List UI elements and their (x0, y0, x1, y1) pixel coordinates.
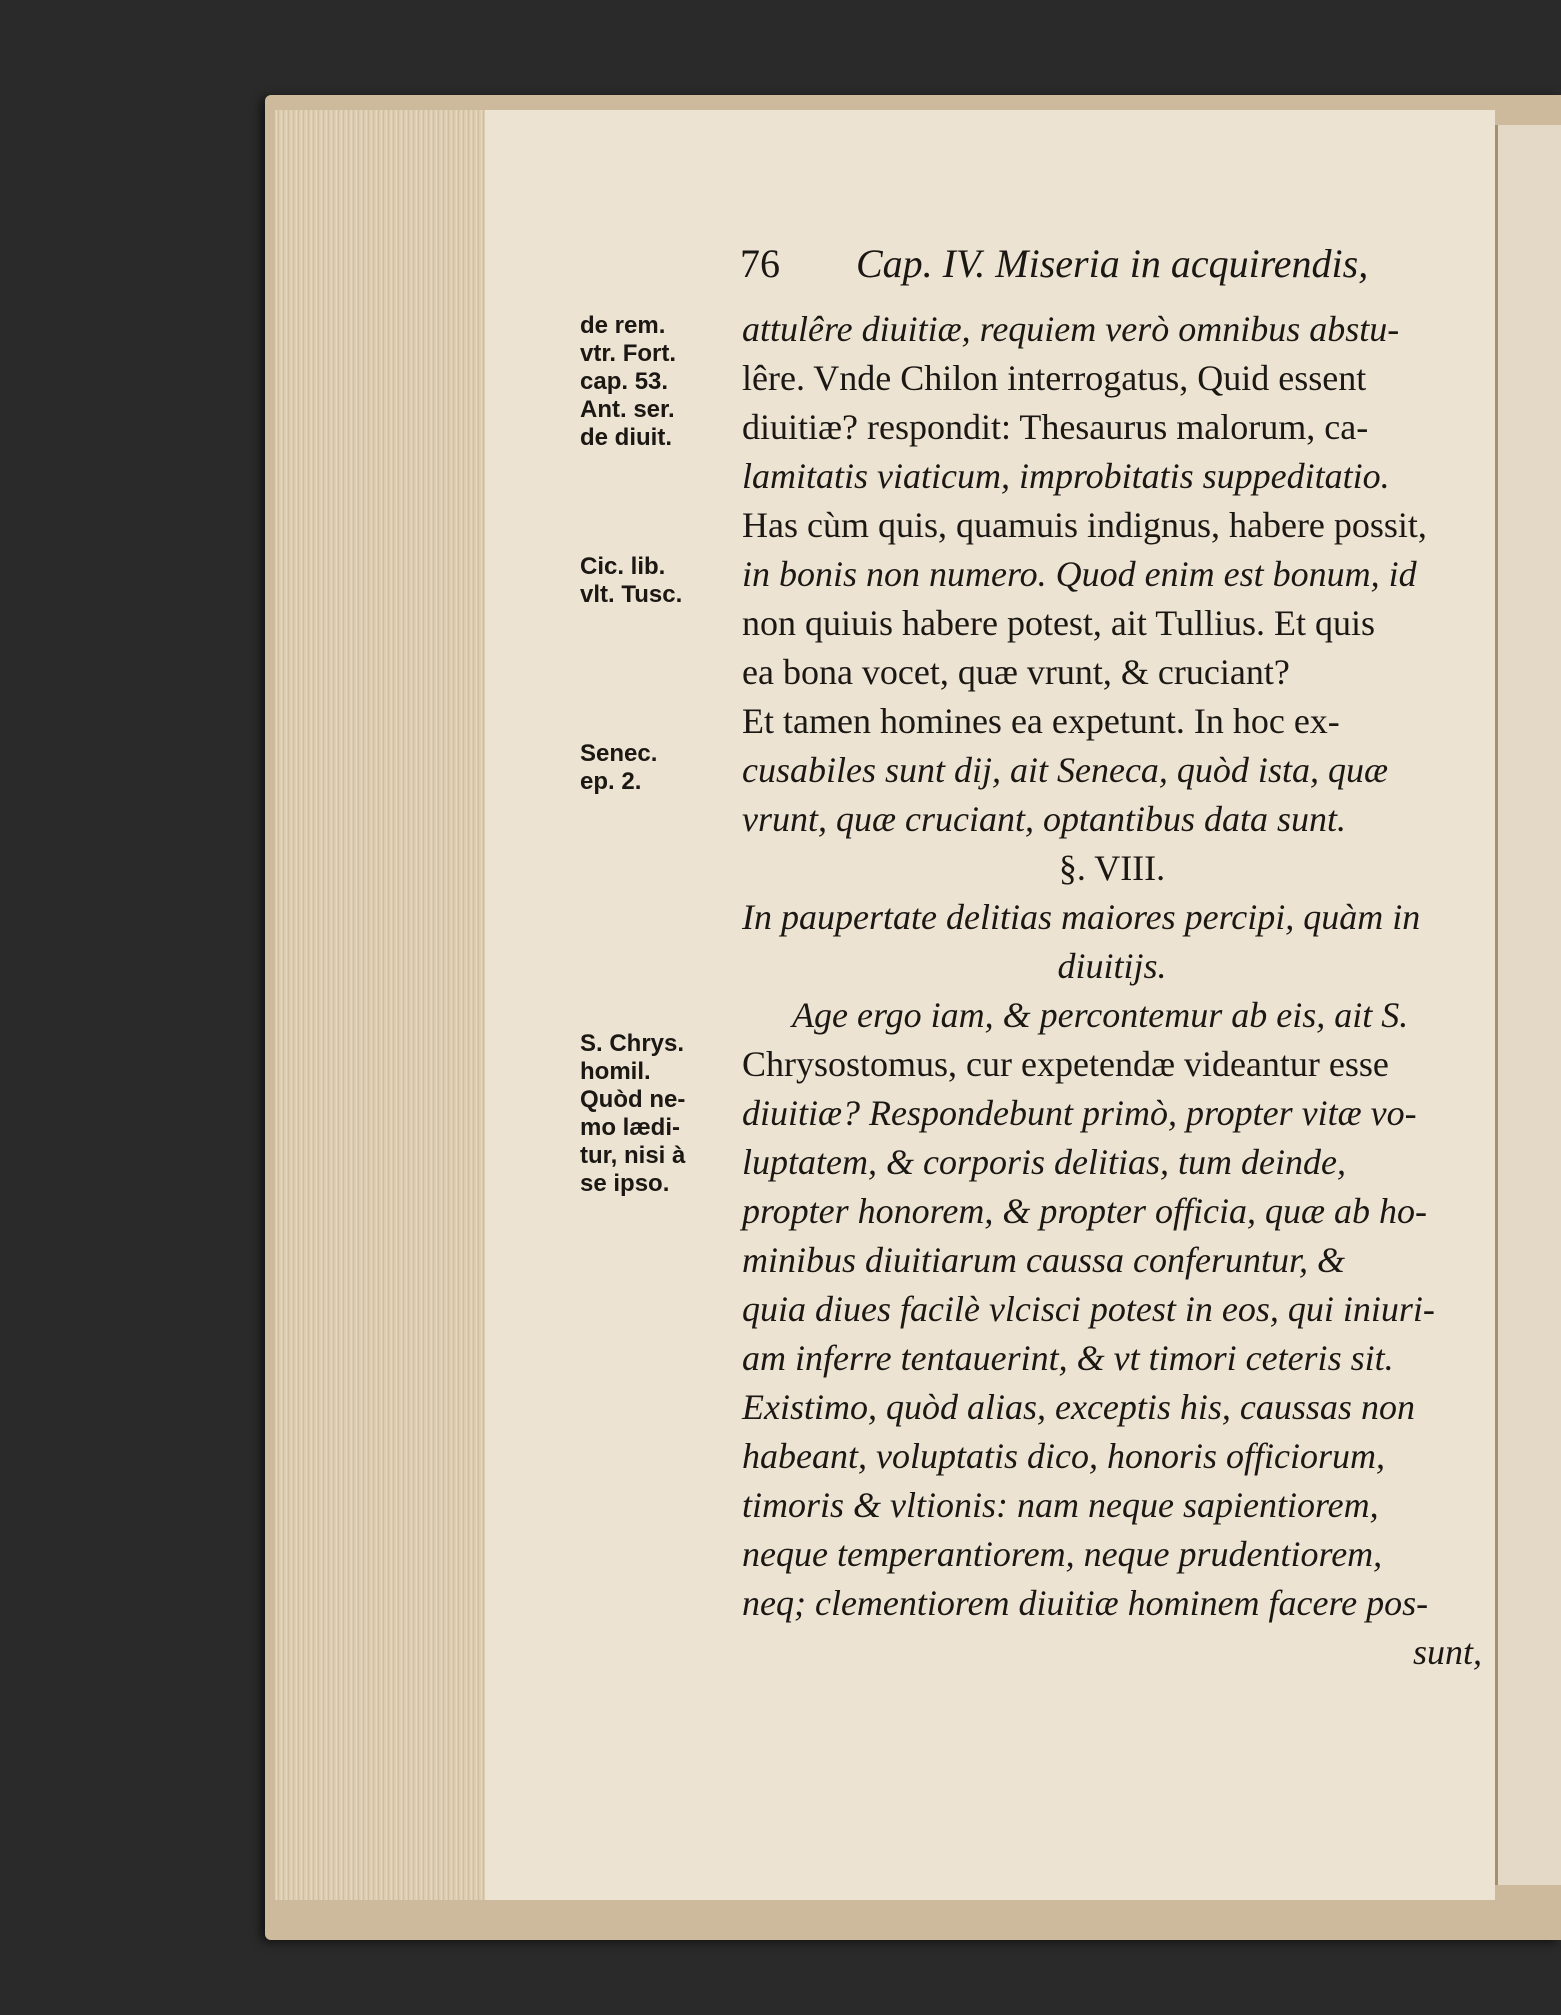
margin-line: mo lædi- (580, 1114, 680, 1141)
text-line: diuitiæ? respondit: Thesaurus malorum, ca- (742, 407, 1369, 447)
section-number: §. VIII. (1058, 848, 1166, 888)
margin-line: vtr. Fort. (580, 340, 677, 367)
section-title: diuitijs. (1057, 946, 1167, 986)
margin-line: Cic. lib. (580, 553, 666, 580)
text-line: Chrysostomus, cur expetendæ videantur esse (742, 1044, 1389, 1084)
text-line: timoris & vltionis: nam neque sapientiorem, (742, 1485, 1379, 1525)
margin-line: tur, nisi à (580, 1142, 686, 1169)
margin-line: ep. 2. (580, 768, 642, 795)
text-line: in bonis non numero. Quod enim est bonum, id (742, 554, 1417, 594)
facing-page-edge (1495, 125, 1561, 1885)
main-text (742, 305, 1482, 1677)
section-title: In paupertate delitias maiores percipi, quàm in (742, 897, 1421, 937)
running-header (740, 240, 1368, 287)
margin-line: Quòd ne- (580, 1086, 686, 1113)
margin-line: cap. 53. (580, 368, 669, 395)
text-line: ea bona vocet, quæ vrunt, & cruciant? (742, 652, 1290, 692)
text-line: vrunt, quæ cruciant, optantibus data sunt. (742, 799, 1347, 839)
margin-line: de rem. (580, 312, 666, 339)
text-line: diuitiæ? Respondebunt primò, propter vitæ vo- (742, 1093, 1417, 1133)
text-line: minibus diuitiarum caussa conferuntur, & (742, 1240, 1346, 1280)
text-line: lêre. Vnde Chilon interrogatus, Quid essent (742, 358, 1367, 398)
text-line: attulêre diuitiæ, requiem verò omnibus abstu- (742, 309, 1400, 349)
margin-line: de diuit. (580, 424, 672, 451)
margin-line: vlt. Tusc. (580, 581, 683, 608)
text-line: neq; clementiorem diuitiæ hominem facere pos- (742, 1583, 1429, 1623)
text-line: Has cùm quis, quamuis indignus, habere possit, (742, 505, 1427, 545)
margin-note (580, 553, 740, 609)
page-edges (275, 110, 487, 1900)
margin-note (580, 1030, 740, 1198)
margin-line: S. Chrys. (580, 1030, 685, 1057)
margin-line: Ant. ser. (580, 396, 675, 423)
margin-line: se ipso. (580, 1170, 670, 1197)
text-line: Age ergo iam, & percontemur ab eis, ait S. (792, 995, 1409, 1035)
text-line: cusabiles sunt dij, ait Seneca, quòd ista, quæ (742, 750, 1388, 790)
text-line: quia diues facilè vlcisci potest in eos, qui iniuri- (742, 1289, 1435, 1329)
text-line: Et tamen homines ea expetunt. In hoc ex- (742, 701, 1340, 741)
catchword: sunt, (1412, 1632, 1482, 1672)
margin-line: Senec. (580, 740, 658, 767)
text-line: habeant, voluptatis dico, honoris officiorum, (742, 1436, 1385, 1476)
text-line: neque temperantiorem, neque prudentiorem, (742, 1534, 1383, 1574)
margin-note (580, 312, 740, 452)
margin-line: homil. (580, 1058, 651, 1085)
running-title: Cap. IV. Miseria in acquirendis, (856, 241, 1369, 286)
text-line: non quiuis habere potest, ait Tullius. Et quis (742, 603, 1376, 643)
text-line: luptatem, & corporis delitias, tum deinde, (742, 1142, 1346, 1182)
page-number: 76 (740, 241, 780, 286)
text-line: lamitatis viaticum, improbitatis suppeditatio. (742, 456, 1390, 496)
text-line: am inferre tentauerint, & vt timori ceteris sit. (742, 1338, 1394, 1378)
margin-note (580, 740, 740, 796)
text-line: Existimo, quòd alias, exceptis his, caussas non (742, 1387, 1415, 1427)
text-line: propter honorem, & propter officia, quæ ab ho- (742, 1191, 1427, 1231)
